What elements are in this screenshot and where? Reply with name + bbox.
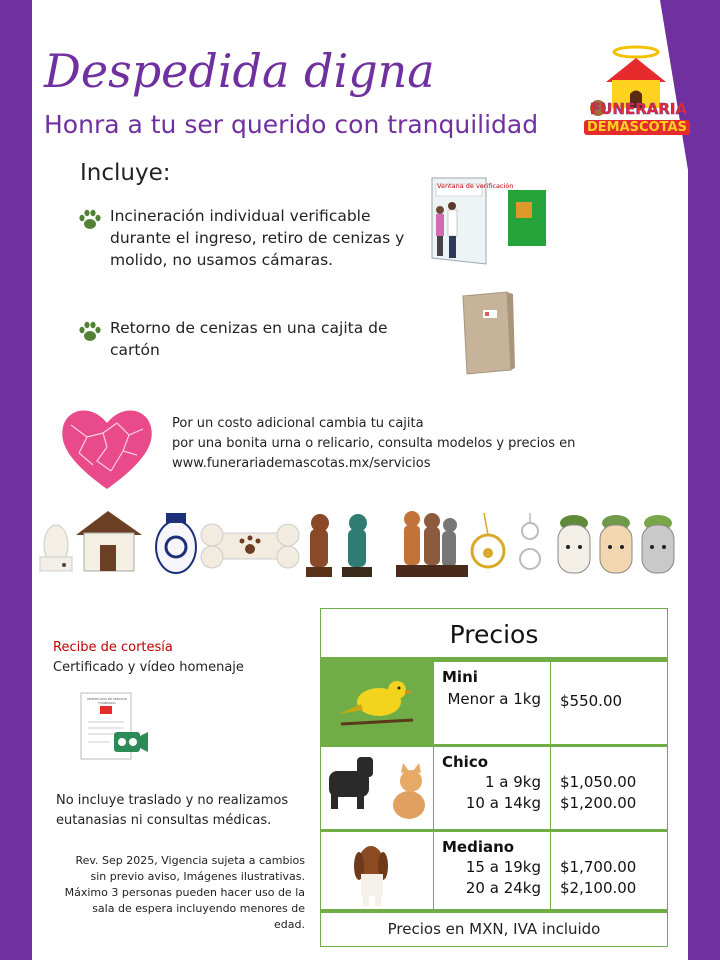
price-table	[320, 608, 668, 947]
cat-planter-icon	[642, 515, 674, 573]
canary-image	[321, 662, 433, 744]
price-value: $2,100.00	[560, 879, 637, 897]
paw-icon	[77, 319, 103, 349]
size-range: 1 a 9kg	[484, 773, 541, 791]
size-cell	[433, 832, 551, 909]
certificate-label: CERTIFICADO DE SERVICIO FUNERARIO	[86, 697, 128, 705]
funeraria-logo	[584, 44, 688, 144]
size-name: Chico	[442, 753, 489, 771]
feature-line: Incineración individual verificable	[110, 207, 371, 225]
promo-line: por una bonita urna o relicario, consulta modelos y precios en	[172, 436, 576, 451]
feature-line: molido, no usamos cámaras.	[110, 251, 334, 269]
verification-window-image	[430, 176, 552, 268]
page-subtitle: Honra a tu ser querido con tranquilidad	[44, 110, 539, 139]
logo-text-bottom: DEMASCOTAS	[584, 120, 690, 135]
certificate-image	[80, 692, 150, 764]
basset-hound-image	[321, 832, 433, 909]
size-name: Mini	[442, 668, 478, 686]
price-row-mediano	[321, 832, 667, 909]
dog-statue-urn-icon	[342, 514, 372, 577]
size-name: Mediano	[442, 838, 515, 856]
price-table-heading: Precios	[321, 609, 667, 662]
talavera-urn-icon	[156, 513, 196, 573]
house-urn-icon	[76, 511, 142, 571]
promo-url: www.funerariademascotas.mx/servicios	[172, 456, 431, 471]
price-value: $550.00	[560, 692, 623, 710]
price-table-footer: Precios en MXN, IVA incluido	[321, 911, 667, 947]
promo-text	[172, 414, 592, 474]
dog-statue-urn-icon	[306, 514, 332, 577]
includes-heading: Incluye:	[80, 160, 171, 186]
price-row-mini	[321, 662, 667, 744]
promo-line: Por un costo adicional cambia tu cajita	[172, 416, 424, 431]
urns-gallery	[36, 505, 686, 583]
paw-icon	[77, 207, 103, 237]
cat-statue-urn-icon	[396, 511, 468, 577]
verification-window-label: Ventana de verificación	[437, 182, 514, 190]
paw-reliquary-icon	[472, 513, 504, 567]
heart-urn-image	[57, 403, 157, 493]
logo-text-top: FUNERARIA	[590, 100, 688, 118]
terrier-and-cat-image	[321, 747, 433, 829]
size-range: Menor a 1kg	[447, 690, 541, 708]
price-value: $1,200.00	[560, 794, 637, 812]
courtesy-title: Recibe de cortesía	[53, 640, 173, 655]
price-cell	[550, 662, 668, 744]
paw-reliquary-icon	[520, 513, 540, 569]
feature-ashes-return	[110, 317, 410, 361]
size-cell	[433, 747, 551, 829]
cat-planter-icon	[600, 515, 632, 573]
courtesy-text: Certificado y vídeo homenaje	[53, 660, 244, 675]
cat-planter-icon	[558, 515, 590, 573]
size-range: 20 a 24kg	[465, 879, 541, 897]
price-value: $1,050.00	[560, 773, 637, 791]
size-range: 10 a 14kg	[465, 794, 541, 812]
disclaimer-note: Rev. Sep 2025, Vigencia sujeta a cambios sin previo aviso, Imágenes ilustrativas. Máximo 3 personas pueden hacer uso de la sala de espera incluyendo menores de edad.	[64, 854, 305, 931]
page-title: Despedida digna	[44, 44, 435, 98]
price-row-chico	[321, 747, 667, 829]
price-value: $1,700.00	[560, 858, 637, 876]
size-cell	[433, 662, 551, 744]
no-include-note: No incluye traslado y no realizamos eutanasias ni consultas médicas.	[56, 793, 289, 828]
dog-urn-icon	[40, 525, 72, 571]
price-cell	[550, 832, 668, 909]
feature-line: Retorno de cenizas en una cajita de	[110, 319, 388, 337]
bone-urn-icon	[201, 524, 299, 568]
cardboard-box-image	[459, 290, 515, 376]
price-cell	[550, 747, 668, 829]
feature-line: durante el ingreso, retiro de cenizas y	[110, 229, 405, 247]
feature-cremation	[110, 205, 410, 271]
size-range: 15 a 19kg	[465, 858, 541, 876]
feature-line: cartón	[110, 341, 160, 359]
